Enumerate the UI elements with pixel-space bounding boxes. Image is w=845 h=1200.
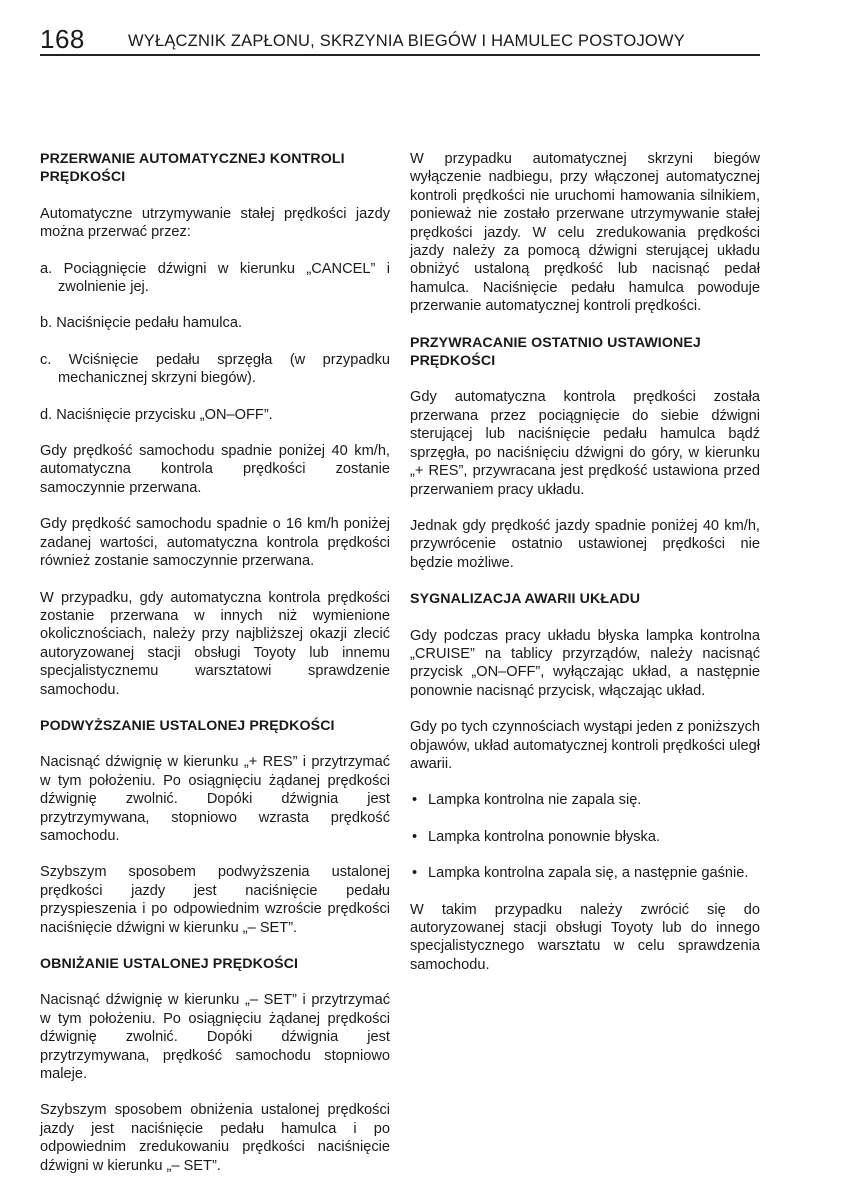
paragraph: W takim przypadku należy zwrócić się do autoryzowanej stacji obsługi Toyoty lub do innego specjalistycznego warsztatu w celu sprawdzenia samochodu.: [410, 901, 760, 973]
bullet-list: [410, 791, 760, 882]
paragraph: W przypadku automatycznej skrzyni biegów wyłączenie nadbiegu, przy włączonej automatycznej kontroli prędkości nie uruchomi hamowania silnikiem, ponieważ nie zostało przerwane utrzymywanie stałej prędkości jazdy. W celu zredukowania prędkości jazdy należy za pomocą dźwigni sterującej układu obniżyć ustaloną prędkość lub nacisnąć pedał hamulca. Naciśnięcie pedału hamulca powoduje przerwanie automatycznej kontroli prędkości.: [410, 151, 760, 315]
paragraph: Szybszym sposobem podwyższenia ustalonej prędkości jazdy jest naciśnięcie pedału przyspieszenia i po odpowiednim wzroście prędkości naciśnięcie dźwigni w kierunku „– SET”.: [40, 864, 390, 936]
right-column: [410, 150, 760, 992]
bullet-item: • Lampka kontrolna ponownie błyska.: [410, 828, 760, 846]
paragraph: Gdy prędkość samochodu spadnie o 16 km/h poniżej zadanej wartości, automatyczna kontrola prędkości również zostanie samoczynnie przerwana.: [40, 516, 390, 570]
section-heading: PRZYWRACANIE OSTATNIO USTAWIONEJ PRĘDKOŚCI: [410, 334, 701, 370]
page-header: [40, 26, 760, 56]
section-heading: PRZERWANIE AUTOMATYCZNEJ KONTROLI PRĘDKOŚCI: [40, 151, 345, 186]
bullet-item: • Lampka kontrolna nie zapala się.: [410, 791, 760, 809]
paragraph: Gdy po tych czynnościach wystąpi jeden z poniższych objawów, układ automatycznej kontroli prędkości uległ awarii.: [410, 719, 760, 772]
section-heading: PODWYŻSZANIE USTALONEJ PRĘDKOŚCI: [40, 717, 335, 734]
paragraph: Gdy prędkość samochodu spadnie poniżej 40 km/h, automatyczna kontrola prędkości zostanie samoczynnie przerwana.: [40, 443, 390, 496]
paragraph: Szybszym sposobem obniżenia ustalonej prędkości jazdy jest naciśnięcie pedału hamulca i po odpowiednim zredukowaniu prędkości naciśnięcie dźwigni w kierunku „– SET”.: [40, 1102, 390, 1174]
paragraph: Nacisnąć dźwignię w kierunku „– SET” i przytrzymać w tym położeniu. Po osiągnięciu żądanej prędkości dźwignię zwolnić. Dopóki dźwignia jest przytrzymywana, prędkość samochodu stopniowo maleje.: [40, 992, 390, 1083]
list-item: a. Pociągnięcie dźwigni w kierunku „CANCEL” i zwolnienie jej.: [40, 260, 390, 296]
page-number: 168: [40, 24, 85, 54]
list-item: d. Naciśnięcie przycisku „ON–OFF”.: [40, 406, 273, 423]
running-title: WYŁĄCZNIK ZAPŁONU, SKRZYNIA BIEGÓW I HAMULEC POSTOJOWY: [128, 32, 685, 50]
section-heading: OBNIŻANIE USTALONEJ PRĘDKOŚCI: [40, 956, 299, 972]
bullet-item: • Lampka kontrolna zapala się, a następnie gaśnie.: [410, 864, 760, 882]
paragraph: Nacisnąć dźwignię w kierunku „+ RES” i przytrzymać w tym położeniu. Po osiągnięciu żądanej prędkości dźwignię zwolnić. Dopóki dźwignia jest przytrzymywana, stopniowo wzrasta prędkość samochodu.: [40, 754, 390, 844]
paragraph: Jednak gdy prędkość jazdy spadnie poniżej 40 km/h, przywrócenie ostatnio ustawionej prędkości nie będzie możliwe.: [410, 517, 760, 571]
list-item: c. Wciśnięcie pedału sprzęgła (w przypadku mechanicznej skrzyni biegów).: [40, 351, 390, 387]
paragraph: Gdy automatyczna kontrola prędkości została przerwana przez pociągnięcie do siebie dźwigni sterującej lub naciśnięcie pedału hamulca bądź sprzęgła, po naciśnięciu dźwigni do góry, w kierunku „+ RES”, przywracana jest prędkość ustawiona przed przerwaniem pracy układu.: [410, 389, 760, 498]
paragraph: Gdy podczas pracy układu błyska lampka kontrolna „CRUISE” na tablicy przyrządów, należy nacisnąć przycisk „ON–OFF”, wyłączając układ, a następnie ponownie nacisnąć przycisk, włączając układ.: [410, 627, 760, 699]
list-item: b. Naciśnięcie pedału hamulca.: [40, 315, 242, 332]
left-column: [40, 150, 390, 1193]
paragraph: W przypadku, gdy automatyczna kontrola prędkości zostanie przerwana w innych niż wymienione okolicznościach, należy przy najbliższej okazji zlecić autoryzowanej stacji obsługi Toyoty lub innemu specjalistycznemu warsztatowi sprawdzenie samochodu.: [40, 589, 390, 698]
paragraph: Automatyczne utrzymywanie stałej prędkości jazdy można przerwać przez:: [40, 205, 390, 241]
section-heading: SYGNALIZACJA AWARII UKŁADU: [410, 591, 641, 608]
